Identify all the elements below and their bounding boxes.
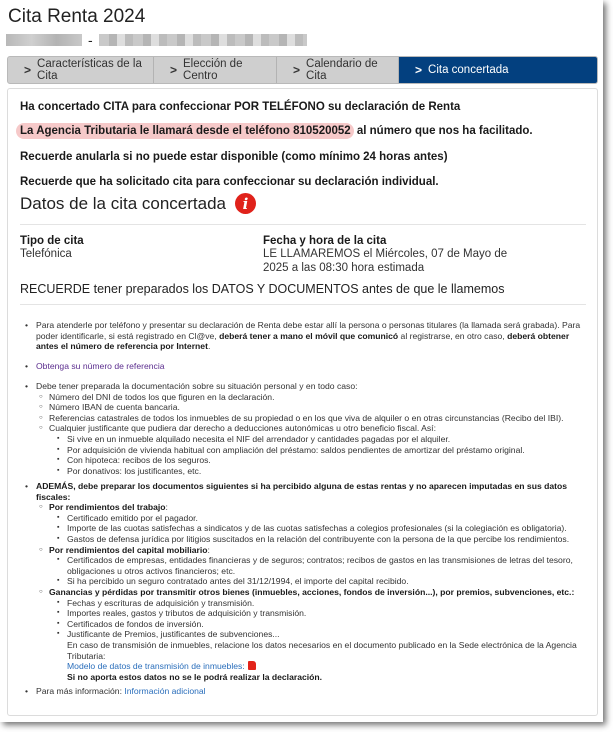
phone-notice-rest: al número que nos ha facilitado. xyxy=(353,125,533,137)
list-item: ▪ Si ha percibido un seguro contratado antes del 31/12/1994, el importe del capital recibido. xyxy=(55,576,585,587)
additional-documents-list xyxy=(20,481,585,682)
instructions-list xyxy=(20,320,590,352)
more-info-label: Para más información: xyxy=(36,686,125,696)
list-item: ▪ Si vive en un inmueble alquilado necesita el NIF del arrendador y cantidades pagadas por el alquiler. xyxy=(55,434,595,445)
divider xyxy=(20,224,586,225)
chevron-right-icon: > xyxy=(24,63,32,77)
cancel-reminder: Recuerde anularla si no puede estar disponible (como mínimo 24 horas antes) xyxy=(20,151,448,163)
user-identity-redacted xyxy=(6,33,307,47)
ademas-heading: ADEMÁS, debe preparar los documentos siguientes si ha percibido alguna de estas rentas y no aparecen imputadas en sus datos fiscales: xyxy=(36,481,568,502)
documents-reminder: RECUERDE tener preparados los DATOS Y DOCUMENTOS antes de que le llamemos xyxy=(20,282,505,296)
step-caracteristicas[interactable] xyxy=(8,57,154,83)
modelo-link-row xyxy=(67,661,585,672)
wizard-steps xyxy=(7,56,598,84)
chevron-right-icon: > xyxy=(170,63,178,77)
tipo-cita-label: Tipo de cita xyxy=(20,235,84,247)
step-eleccion-centro[interactable] xyxy=(154,57,277,83)
list-item xyxy=(38,423,595,476)
documentation-list xyxy=(20,381,595,476)
confirmation-message: Ha concertado CITA para confeccionar POR TELÉFONO su declaración de Renta xyxy=(20,101,461,113)
step-label: Características de la Cita xyxy=(37,58,142,82)
step-label: Cita concertada xyxy=(428,64,509,76)
list-item: ▪ Gastos de defensa jurídica por litigios suscitados en la relación del contribuyente con la persona de la que percibe los rendimientos. xyxy=(55,534,585,545)
reference-number-link[interactable]: Obtenga su número de referencia xyxy=(36,361,165,371)
separator: - xyxy=(88,32,93,48)
divider xyxy=(20,304,586,305)
text: al registrarse, en otro caso, xyxy=(398,330,508,341)
list-item: ▪ Justificante de Premios, justificantes de subvenciones... xyxy=(55,629,585,640)
warning-text: Si no aporta estos datos no se le podrá realizar la declaración. xyxy=(67,671,323,682)
fecha-hora-value-line2: 2025 a las 08:30 hora estimada xyxy=(263,262,425,274)
list-item: ▪ Con hipoteca: recibos de los seguros. xyxy=(55,455,595,466)
text: . xyxy=(207,341,211,352)
list-item xyxy=(20,686,590,697)
list-item: ▪ Por donativos: los justificantes, etc. xyxy=(55,466,595,477)
modelo-transmision-link[interactable]: Modelo de datos de transmisión de inmuebles: xyxy=(67,661,245,672)
redacted-nif xyxy=(6,34,82,46)
list-item: ○ Por rendimientos del capital mobiliario: ▪ Certificados de empresas, entidades financieras y de seguros; contratos; recibos de gastos en las transmisiones de letras del tesoro, obligaciones u otros activos financieros; etc. ▪ Si ha percibido un seguro contratado antes del 31/12/1994, el importe del capital recibido. xyxy=(38,545,585,587)
info-icon[interactable]: i xyxy=(235,193,256,214)
step-calendario[interactable] xyxy=(277,57,399,83)
list-item: ▪ Certificado emitido por el pagador. xyxy=(55,513,585,524)
tipo-cita-value: Telefónica xyxy=(20,248,72,260)
phone-instructions xyxy=(20,320,590,352)
additional-info-link[interactable]: Información adicional xyxy=(124,686,206,696)
chevron-right-icon: > xyxy=(293,63,301,77)
inmuebles-note-block xyxy=(49,640,585,682)
list-item: ▪ Certificados de empresas, entidades financieras y de seguros; contratos; recibos de gastos en las transmisiones de letras del tesoro, obligaciones u otros activos financieros; etc. xyxy=(55,555,585,576)
inmuebles-note: En caso de transmisión de inmuebles, relacione los datos necesarios en el documento publicado en la Sede electrónica de la Agencia Tributaria: xyxy=(67,639,577,661)
text-bold: deberá obtener antes el número de referencia por Internet xyxy=(36,330,570,352)
list-item: ▪ Importes reales, gastos y tributos de adquisición y transmisión. xyxy=(55,608,585,619)
list-item xyxy=(38,587,585,682)
list-item xyxy=(20,481,585,682)
list-item: ○ Número IBAN de cuenta bancaria. xyxy=(38,402,595,413)
list-item: ▪ Certificados de fondos de inversión. xyxy=(55,619,585,630)
capital-heading: Por rendimientos del capital mobiliario xyxy=(49,544,208,555)
redacted-name xyxy=(99,34,307,46)
phone-notice xyxy=(20,125,533,137)
step-cita-concertada[interactable] xyxy=(399,57,597,83)
fecha-hora-value-line1: LE LLAMAREMOS el Miércoles, 07 de Mayo de xyxy=(263,248,508,260)
individual-reminder: Recuerde que ha solicitado cita para confeccionar su declaración individual. xyxy=(20,176,439,188)
phone-highlight: La Agencia Tributaria le llamará desde el teléfono 810520052 xyxy=(16,123,354,139)
text: Cualquier justificante que pudiera dar derecho a deducciones autonómicas u otro beneficio fiscal. Así: xyxy=(49,423,436,434)
list-item: ▪ Fechas y escrituras de adquisición y transmisión. xyxy=(55,598,585,609)
list-item: ▪ Por adquisición de vivienda habitual con ampliación del préstamo: saldos pendientes de amortizar del préstamo original. xyxy=(55,445,595,456)
list-item: ○ Número del DNI de todos los que figuren en la declaración. xyxy=(38,392,595,403)
chevron-right-icon: > xyxy=(415,63,423,77)
list-item: ○ Referencias catastrales de todos los inmuebles de su propiedad o en los que viva de alquiler o en otras circunstancias (Recibo del IBI). xyxy=(38,413,595,424)
text-bold: deberá tener a mano el móvil que comunicó xyxy=(219,330,399,341)
pdf-icon[interactable] xyxy=(248,661,256,670)
section-title xyxy=(20,193,256,214)
text: Para atenderle por teléfono y presentar su declaración de Renta debe estar allí la persona o personas titulares (la llamada será grabada). Para poder identificarle, si está registrado en Cl@ve, xyxy=(36,320,581,341)
list-item: ○ Por rendimientos del trabajo: ▪ Certificado emitido por el pagador. ▪ Importe de las cuotas satisfechas a sindicatos y de las cuotas satisfechas a colegios profesionales (si la colegiación es obligatoria). ▪ Gastos de defensa jurídica por litigios suscitados en la relación del contribuyente con la persona de la que percibe los rendimientos. xyxy=(38,502,585,544)
doc-intro: Debe tener preparada la documentación sobre su situación personal y en todo caso: xyxy=(36,381,358,391)
section-title-text: Datos de la cita concertada xyxy=(20,193,227,213)
trabajo-heading: Por rendimientos del trabajo xyxy=(49,502,166,513)
page-title: Cita Renta 2024 xyxy=(8,6,146,27)
more-info-list xyxy=(20,686,590,697)
list-item xyxy=(20,381,595,476)
list-item: ▪ Importe de las cuotas satisfechas a sindicatos y de las cuotas satisfechas a colegios profesionales (si la colegiación es obligatoria). xyxy=(55,523,585,534)
list-item xyxy=(20,361,590,372)
ganancias-heading: Ganancias y pérdidas por transmitir otros bienes (inmuebles, acciones, fondos de inversión...), por premios, subvenciones, etc.: xyxy=(49,586,575,597)
step-label: Calendario de Cita xyxy=(306,58,378,82)
step-label: Elección de Centro xyxy=(183,58,243,82)
reference-link-list xyxy=(20,361,590,372)
fecha-hora-label: Fecha y hora de la cita xyxy=(263,235,387,247)
confirmation-panel xyxy=(7,88,598,716)
